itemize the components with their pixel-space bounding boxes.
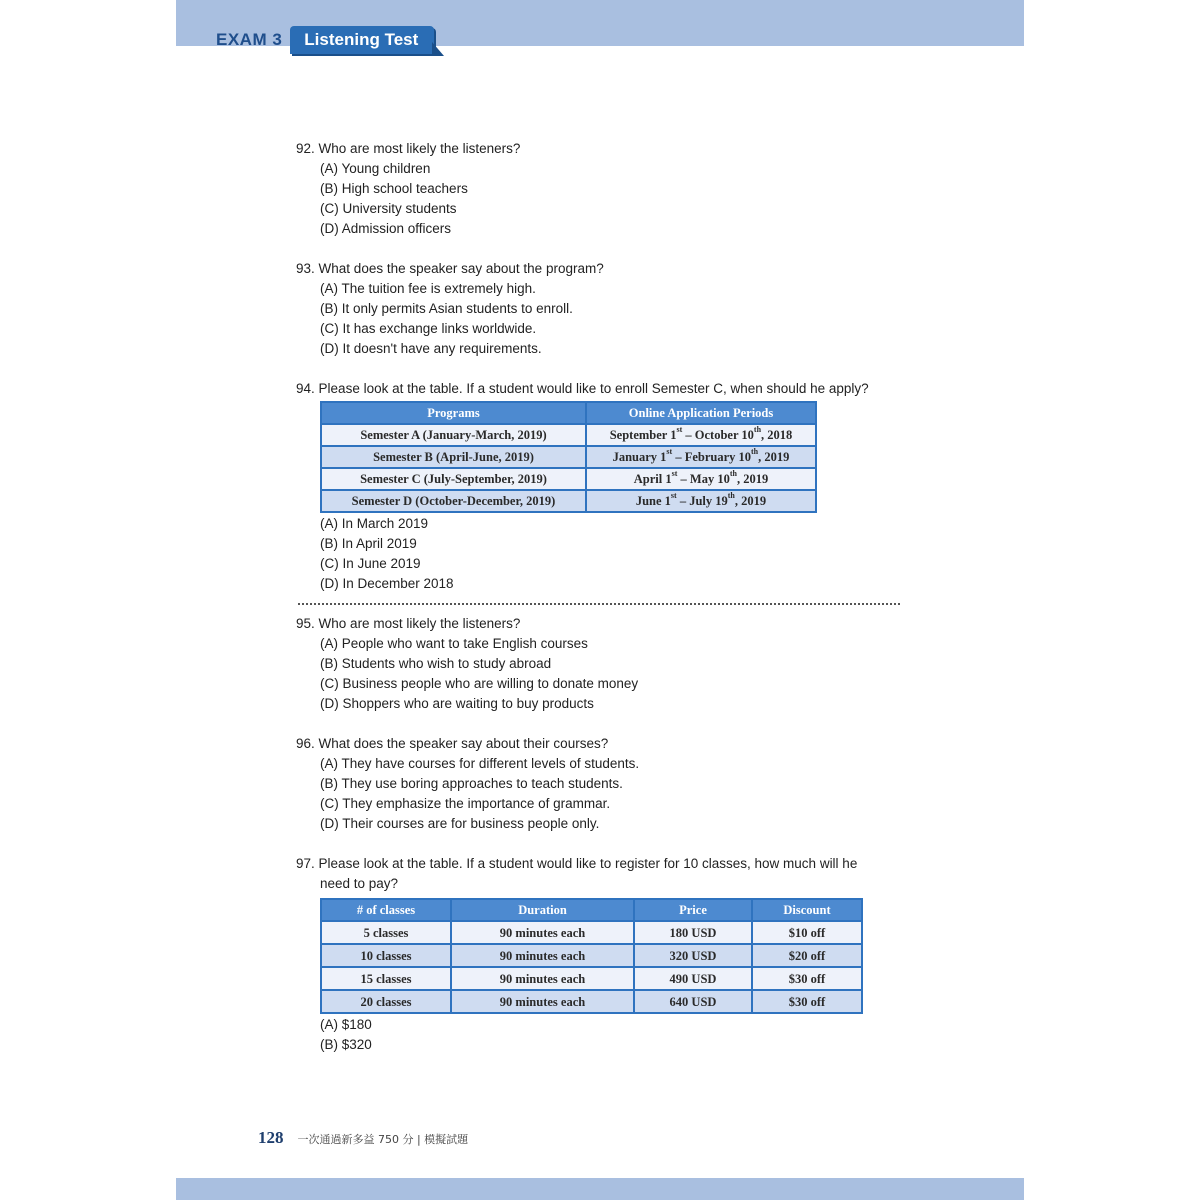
page-number: 128 xyxy=(258,1128,284,1147)
bottom-band xyxy=(176,1178,1024,1200)
table-cell: 10 classes xyxy=(322,945,450,966)
page-header xyxy=(216,25,434,55)
option-b: (B) In April 2019 xyxy=(320,536,417,551)
table-row xyxy=(322,447,815,467)
option-d: (D) It doesn't have any requirements. xyxy=(320,341,542,356)
column-header: Duration xyxy=(452,900,633,920)
period-cell: June 1st – July 19th, 2019 xyxy=(587,491,815,511)
table-header-row xyxy=(322,900,861,920)
option-d: (D) Shoppers who are waiting to buy products xyxy=(320,696,594,711)
table-row xyxy=(322,922,861,943)
question-text: Please look at the table. If a student would like to register for 10 classes, how much will he xyxy=(318,856,858,871)
table-cell: 640 USD xyxy=(635,991,751,1012)
table-cell: 90 minutes each xyxy=(452,922,633,943)
table-cell: 180 USD xyxy=(635,922,751,943)
question-text: What does the speaker say about their courses? xyxy=(318,736,609,751)
option-a: (A) People who want to take English courses xyxy=(320,636,588,651)
table-cell: $30 off xyxy=(753,991,861,1012)
option-a: (A) $180 xyxy=(320,1017,372,1032)
option-b: (B) They use boring approaches to teach students. xyxy=(320,776,623,791)
period-cell: September 1st – October 10th, 2018 xyxy=(587,425,815,445)
option-d: (D) Their courses are for business people only. xyxy=(320,816,600,831)
column-header: # of classes xyxy=(322,900,450,920)
option-a: (A) Young children xyxy=(320,161,431,176)
program-cell: Semester B (April-June, 2019) xyxy=(322,447,585,467)
column-header: Online Application Periods xyxy=(587,403,815,423)
option-list xyxy=(296,754,906,834)
question-97 xyxy=(296,854,906,1055)
table-cell: 320 USD xyxy=(635,945,751,966)
option-b: (B) It only permits Asian students to enroll. xyxy=(320,301,573,316)
option-b: (B) $320 xyxy=(320,1037,372,1052)
table-cell: 490 USD xyxy=(635,968,751,989)
page xyxy=(176,0,1024,1200)
class-pricing-table xyxy=(320,898,863,1014)
program-cell: Semester D (October-December, 2019) xyxy=(322,491,585,511)
table-cell: $30 off xyxy=(753,968,861,989)
table-cell: $10 off xyxy=(753,922,861,943)
question-93 xyxy=(296,259,906,359)
option-b: (B) High school teachers xyxy=(320,181,468,196)
option-d: (D) In December 2018 xyxy=(320,576,454,591)
question-stem xyxy=(296,854,906,874)
program-cell: Semester A (January-March, 2019) xyxy=(322,425,585,445)
question-94 xyxy=(296,379,906,594)
question-number: 92. xyxy=(296,141,315,156)
period-cell: January 1st – February 10th, 2019 xyxy=(587,447,815,467)
question-number: 95. xyxy=(296,616,315,631)
table-cell: $20 off xyxy=(753,945,861,966)
question-text: What does the speaker say about the program? xyxy=(318,261,604,276)
option-c: (C) Business people who are willing to donate money xyxy=(320,676,639,691)
question-stem xyxy=(296,259,906,279)
option-list xyxy=(296,159,906,239)
column-header: Discount xyxy=(753,900,861,920)
question-text: Please look at the table. If a student would like to enroll Semester C, when should he apply? xyxy=(318,381,869,396)
section-divider xyxy=(298,603,900,605)
table-row xyxy=(322,945,861,966)
question-stem xyxy=(296,734,906,754)
program-cell: Semester C (July-September, 2019) xyxy=(322,469,585,489)
question-number: 97. xyxy=(296,856,315,871)
column-header: Programs xyxy=(322,403,585,423)
question-96 xyxy=(296,734,906,834)
exam-label: EXAM 3 xyxy=(216,30,283,49)
table-row xyxy=(322,469,815,489)
table-row xyxy=(322,425,815,445)
option-c: (C) In June 2019 xyxy=(320,556,421,571)
option-list xyxy=(296,634,906,714)
table-cell: 90 minutes each xyxy=(452,945,633,966)
page-footer xyxy=(258,1128,468,1148)
question-number: 94. xyxy=(296,381,315,396)
question-text-continued: need to pay? xyxy=(320,876,399,891)
table-cell: 90 minutes each xyxy=(452,991,633,1012)
option-c: (C) It has exchange links worldwide. xyxy=(320,321,537,336)
option-list xyxy=(296,1015,906,1055)
question-number: 93. xyxy=(296,261,315,276)
question-stem xyxy=(296,139,906,159)
option-a: (A) In March 2019 xyxy=(320,516,429,531)
question-number: 96. xyxy=(296,736,315,751)
column-header: Price xyxy=(635,900,751,920)
question-92 xyxy=(296,139,906,239)
question-95 xyxy=(296,614,906,714)
table-cell: 20 classes xyxy=(322,991,450,1012)
option-c: (C) They emphasize the importance of grammar. xyxy=(320,796,611,811)
option-b: (B) Students who wish to study abroad xyxy=(320,656,552,671)
question-text: Who are most likely the listeners? xyxy=(318,141,521,156)
option-d: (D) Admission officers xyxy=(320,221,452,236)
table-cell: 15 classes xyxy=(322,968,450,989)
section-tab: Listening Test xyxy=(290,26,434,54)
question-stem xyxy=(296,379,906,399)
question-text: Who are most likely the listeners? xyxy=(318,616,521,631)
table-row xyxy=(322,968,861,989)
question-stem xyxy=(296,614,906,634)
question-list xyxy=(296,139,906,1055)
table-cell: 5 classes xyxy=(322,922,450,943)
book-title: 一次通過新多益 750 分 | 模擬試題 xyxy=(297,1133,469,1146)
option-list xyxy=(296,514,906,594)
table-row xyxy=(322,991,861,1012)
period-cell: April 1st – May 10th, 2019 xyxy=(587,469,815,489)
option-c: (C) University students xyxy=(320,201,457,216)
application-periods-table xyxy=(320,401,817,513)
table-row xyxy=(322,491,815,511)
option-a: (A) They have courses for different levels of students. xyxy=(320,756,640,771)
table-cell: 90 minutes each xyxy=(452,968,633,989)
table-header-row xyxy=(322,403,815,423)
option-a: (A) The tuition fee is extremely high. xyxy=(320,281,536,296)
option-list xyxy=(296,279,906,359)
